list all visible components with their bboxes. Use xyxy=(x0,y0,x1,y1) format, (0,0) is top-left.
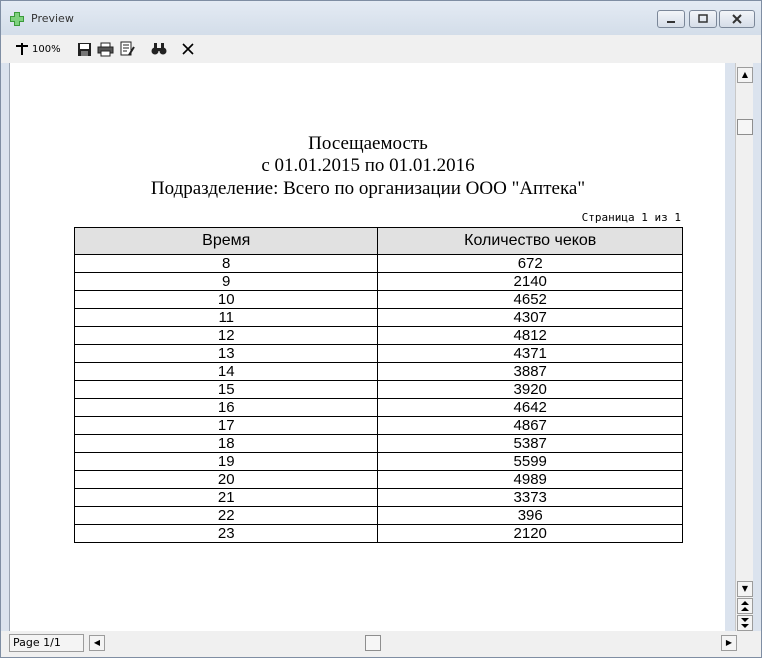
cell-time: 8 xyxy=(75,255,378,273)
table-row xyxy=(75,363,683,381)
table-row xyxy=(75,345,683,363)
cell-receipt-count: 4307 xyxy=(378,309,683,327)
vertical-scrollbar[interactable] xyxy=(735,63,753,631)
cell-receipt-count: 4812 xyxy=(378,327,683,345)
page-up-icon xyxy=(741,601,749,611)
cell-time: 9 xyxy=(75,273,378,291)
next-page-button[interactable] xyxy=(737,615,753,631)
table-row xyxy=(75,291,683,309)
cell-time: 20 xyxy=(75,471,378,489)
table-row xyxy=(75,525,683,543)
cell-receipt-count: 4867 xyxy=(378,417,683,435)
page-setup-icon xyxy=(119,41,136,57)
previous-page-button[interactable] xyxy=(737,598,753,614)
table-row xyxy=(75,453,683,471)
cell-receipt-count: 5599 xyxy=(378,453,683,471)
cell-time: 23 xyxy=(75,525,378,543)
cell-receipt-count: 3920 xyxy=(378,381,683,399)
title-bar xyxy=(1,1,761,35)
find-button[interactable] xyxy=(151,40,167,58)
report-table xyxy=(74,227,683,543)
find-icon xyxy=(151,42,167,56)
page-down-icon xyxy=(741,618,749,628)
save-icon xyxy=(77,42,92,57)
cell-receipt-count: 396 xyxy=(378,507,683,525)
scroll-up-button[interactable] xyxy=(737,67,753,83)
cell-time: 21 xyxy=(75,489,378,507)
table-header-row xyxy=(75,228,683,255)
cell-time: 14 xyxy=(75,363,378,381)
cell-receipt-count: 3373 xyxy=(378,489,683,507)
arrow-left-icon: ◀ xyxy=(93,638,101,647)
close-icon xyxy=(720,11,754,27)
arrow-right-icon: ▶ xyxy=(725,638,733,647)
cell-time: 15 xyxy=(75,381,378,399)
cell-time: 11 xyxy=(75,309,378,327)
column-header-time: Время xyxy=(75,228,378,255)
scroll-down-button[interactable] xyxy=(737,581,753,597)
restore-icon xyxy=(690,11,716,27)
cell-time: 19 xyxy=(75,453,378,471)
table-row xyxy=(75,435,683,453)
report-department: Подразделение: Всего по организации ООО "Аптека" xyxy=(150,178,586,199)
cell-receipt-count: 4642 xyxy=(378,399,683,417)
cell-time: 16 xyxy=(75,399,378,417)
table-row xyxy=(75,489,683,507)
close-icon xyxy=(181,42,195,56)
cell-receipt-count: 4371 xyxy=(378,345,683,363)
cell-receipt-count: 5387 xyxy=(378,435,683,453)
cell-time: 17 xyxy=(75,417,378,435)
toolbar xyxy=(1,35,761,63)
scroll-right-button[interactable] xyxy=(721,635,737,651)
table-row xyxy=(75,471,683,489)
zoom-label: 100% xyxy=(32,43,61,55)
maximize-button[interactable] xyxy=(689,10,717,28)
zoom-icon xyxy=(15,42,29,56)
window-title: Preview xyxy=(31,12,74,25)
arrow-down-icon: ▼ xyxy=(741,584,749,593)
cell-time: 12 xyxy=(75,327,378,345)
cell-time: 13 xyxy=(75,345,378,363)
cell-receipt-count: 4652 xyxy=(378,291,683,309)
horizontal-scroll-thumb[interactable] xyxy=(365,635,381,651)
vertical-scroll-thumb[interactable] xyxy=(737,119,753,135)
cell-receipt-count: 2120 xyxy=(378,525,683,543)
print-icon xyxy=(97,42,114,57)
scroll-left-button[interactable] xyxy=(89,635,105,651)
print-button[interactable] xyxy=(97,40,114,58)
close-window-button[interactable] xyxy=(719,10,755,28)
page-status: Page 1/1 xyxy=(9,634,84,652)
status-bar xyxy=(1,631,761,657)
cell-receipt-count: 672 xyxy=(378,255,683,273)
table-row xyxy=(75,381,683,399)
table-row xyxy=(75,327,683,345)
table-row xyxy=(75,507,683,525)
table-row xyxy=(75,399,683,417)
minimize-icon xyxy=(658,11,684,27)
table-body xyxy=(75,255,683,543)
zoom-button[interactable] xyxy=(15,40,61,58)
cell-receipt-count: 3887 xyxy=(378,363,683,381)
cell-time: 18 xyxy=(75,435,378,453)
cell-time: 22 xyxy=(75,507,378,525)
app-icon xyxy=(9,11,25,27)
report-title: Посещаемость xyxy=(308,133,428,154)
horizontal-scrollbar[interactable] xyxy=(89,634,739,652)
cell-receipt-count: 4989 xyxy=(378,471,683,489)
table-row xyxy=(75,255,683,273)
close-preview-button[interactable] xyxy=(181,40,195,58)
preview-page xyxy=(9,63,725,631)
cell-time: 10 xyxy=(75,291,378,309)
minimize-button[interactable] xyxy=(657,10,685,28)
cell-receipt-count: 2140 xyxy=(378,273,683,291)
page-counter: Страница 1 из 1 xyxy=(581,211,681,224)
column-header-receipts: Количество чеков xyxy=(378,228,683,255)
arrow-up-icon: ▲ xyxy=(741,70,749,79)
table-row xyxy=(75,309,683,327)
table-row xyxy=(75,273,683,291)
report-period: с 01.01.2015 по 01.01.2016 xyxy=(261,155,475,176)
save-button[interactable] xyxy=(77,40,92,58)
page-setup-button[interactable] xyxy=(119,40,136,58)
table-row xyxy=(75,417,683,435)
